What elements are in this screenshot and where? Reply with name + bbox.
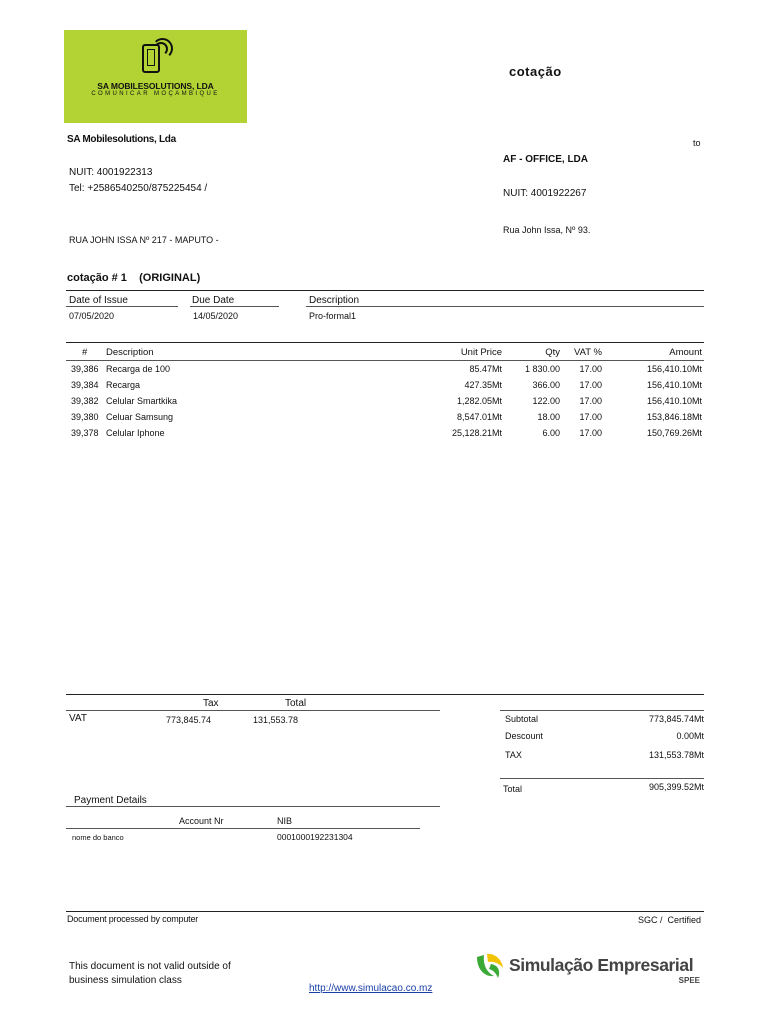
item-num: 39,382 bbox=[71, 396, 99, 406]
table-row bbox=[66, 380, 704, 396]
sender-name: SA Mobilesolutions, Lda bbox=[67, 134, 176, 145]
sender-address: RUA JOHN ISSA Nº 217 - MAPUTO - bbox=[69, 235, 219, 245]
certified-note: SGC / Certified bbox=[637, 915, 701, 925]
brand-name: Simulação Empresarial bbox=[509, 955, 694, 975]
recipient-name: AF - OFFICE, LDA bbox=[503, 154, 588, 165]
logo-tagline: COMUNICAR MOÇAMBIQUE bbox=[91, 91, 220, 97]
header-amount: Amount bbox=[669, 347, 702, 358]
item-amount: 156,410.10Mt bbox=[646, 396, 702, 406]
subtotal-label: Subtotal bbox=[505, 714, 539, 724]
item-unit-price: 427.35Mt bbox=[464, 380, 502, 390]
item-amount: 150,769.26Mt bbox=[646, 428, 702, 438]
item-description: Recarga bbox=[106, 380, 141, 390]
item-amount: 156,410.10Mt bbox=[646, 380, 702, 390]
item-vat: 17.00 bbox=[579, 412, 602, 422]
to-label: to bbox=[693, 138, 701, 148]
vat-row-tax: 773,845.74 bbox=[166, 715, 212, 725]
vat-row-total: 131,553.78 bbox=[253, 715, 299, 725]
quote-reference: cotação # 1 (ORIGINAL) bbox=[67, 272, 201, 284]
header-unit-price: Unit Price bbox=[460, 347, 502, 358]
discount-value: 0.00Mt bbox=[676, 731, 704, 741]
table-row bbox=[66, 412, 704, 428]
table-row bbox=[66, 396, 704, 412]
due-date-value: 14/05/2020 bbox=[193, 311, 239, 321]
nib-label: NIB bbox=[277, 816, 293, 826]
website-link[interactable]: http://www.simulacao.co.mz bbox=[309, 983, 433, 994]
vat-row-label: VAT bbox=[69, 713, 87, 724]
item-description: Celular Iphone bbox=[106, 428, 165, 438]
divider bbox=[66, 290, 704, 291]
description-value: Pro-formal1 bbox=[309, 311, 357, 321]
item-amount: 156,410.10Mt bbox=[646, 364, 702, 374]
processed-note: Document processed by computer bbox=[67, 914, 199, 924]
table-row bbox=[66, 364, 704, 380]
tax-label: TAX bbox=[505, 750, 522, 760]
item-qty: 366.00 bbox=[532, 380, 560, 390]
header-description: Description bbox=[106, 347, 154, 358]
disclaimer-line2: business simulation class bbox=[69, 975, 182, 986]
bank-name: nome do banco bbox=[72, 833, 124, 842]
subtotal-value: 773,845.74Mt bbox=[648, 714, 704, 724]
item-unit-price: 25,128.21Mt bbox=[451, 428, 502, 438]
recipient-nuit: NUIT: 4001922267 bbox=[503, 188, 587, 199]
item-description: Celuar Samsung bbox=[106, 412, 174, 422]
sender-nuit: NUIT: 4001922313 bbox=[69, 167, 153, 178]
date-of-issue-value: 07/05/2020 bbox=[69, 311, 115, 321]
item-unit-price: 8,547.01Mt bbox=[456, 412, 502, 422]
logo-company-name: SA MOBILESOLUTIONS, LDA bbox=[97, 81, 214, 91]
total-column-label: Total bbox=[285, 698, 307, 709]
payment-details-title: Payment Details bbox=[74, 795, 147, 806]
simulacao-logo-icon bbox=[474, 951, 506, 979]
item-vat: 17.00 bbox=[579, 380, 602, 390]
item-description: Celular Smartkika bbox=[106, 396, 178, 406]
document-title: cotação bbox=[509, 64, 562, 79]
account-nr-label: Account Nr bbox=[179, 816, 224, 826]
item-vat: 17.00 bbox=[579, 428, 602, 438]
brand-sub: SPEE bbox=[678, 976, 700, 985]
total-label: Total bbox=[503, 784, 523, 794]
recipient-address: Rua John Issa, Nº 93. bbox=[503, 225, 591, 235]
tax-column-label: Tax bbox=[203, 698, 219, 709]
item-num: 39,380 bbox=[71, 412, 99, 422]
company-logo bbox=[64, 30, 247, 123]
nib-value: 0001000192231304 bbox=[277, 832, 353, 842]
item-qty: 1 830.00 bbox=[524, 364, 560, 374]
disclaimer-line1: This document is not valid outside of bbox=[69, 961, 231, 972]
item-qty: 18.00 bbox=[537, 412, 560, 422]
item-qty: 6.00 bbox=[542, 428, 560, 438]
table-row bbox=[66, 428, 704, 444]
item-unit-price: 85.47Mt bbox=[469, 364, 502, 374]
item-num: 39,386 bbox=[71, 364, 99, 374]
item-amount: 153,846.18Mt bbox=[646, 412, 702, 422]
header-vat: VAT % bbox=[574, 347, 602, 358]
description-label: Description bbox=[309, 295, 360, 306]
item-num: 39,384 bbox=[71, 380, 99, 390]
item-unit-price: 1,282.05Mt bbox=[456, 396, 502, 406]
date-of-issue-label: Date of Issue bbox=[69, 295, 128, 306]
tax-value: 131,553.78Mt bbox=[648, 750, 704, 760]
item-num: 39,378 bbox=[71, 428, 99, 438]
header-num: # bbox=[82, 347, 88, 358]
total-value: 905,399.52Mt bbox=[648, 782, 704, 792]
item-vat: 17.00 bbox=[579, 364, 602, 374]
sender-tel: Tel: +2586540250/875225454 / bbox=[69, 183, 208, 194]
header-qty: Qty bbox=[545, 347, 560, 358]
due-date-label: Due Date bbox=[192, 295, 235, 306]
item-qty: 122.00 bbox=[532, 396, 560, 406]
item-description: Recarga de 100 bbox=[106, 364, 171, 374]
item-vat: 17.00 bbox=[579, 396, 602, 406]
discount-label: Descount bbox=[505, 731, 544, 741]
